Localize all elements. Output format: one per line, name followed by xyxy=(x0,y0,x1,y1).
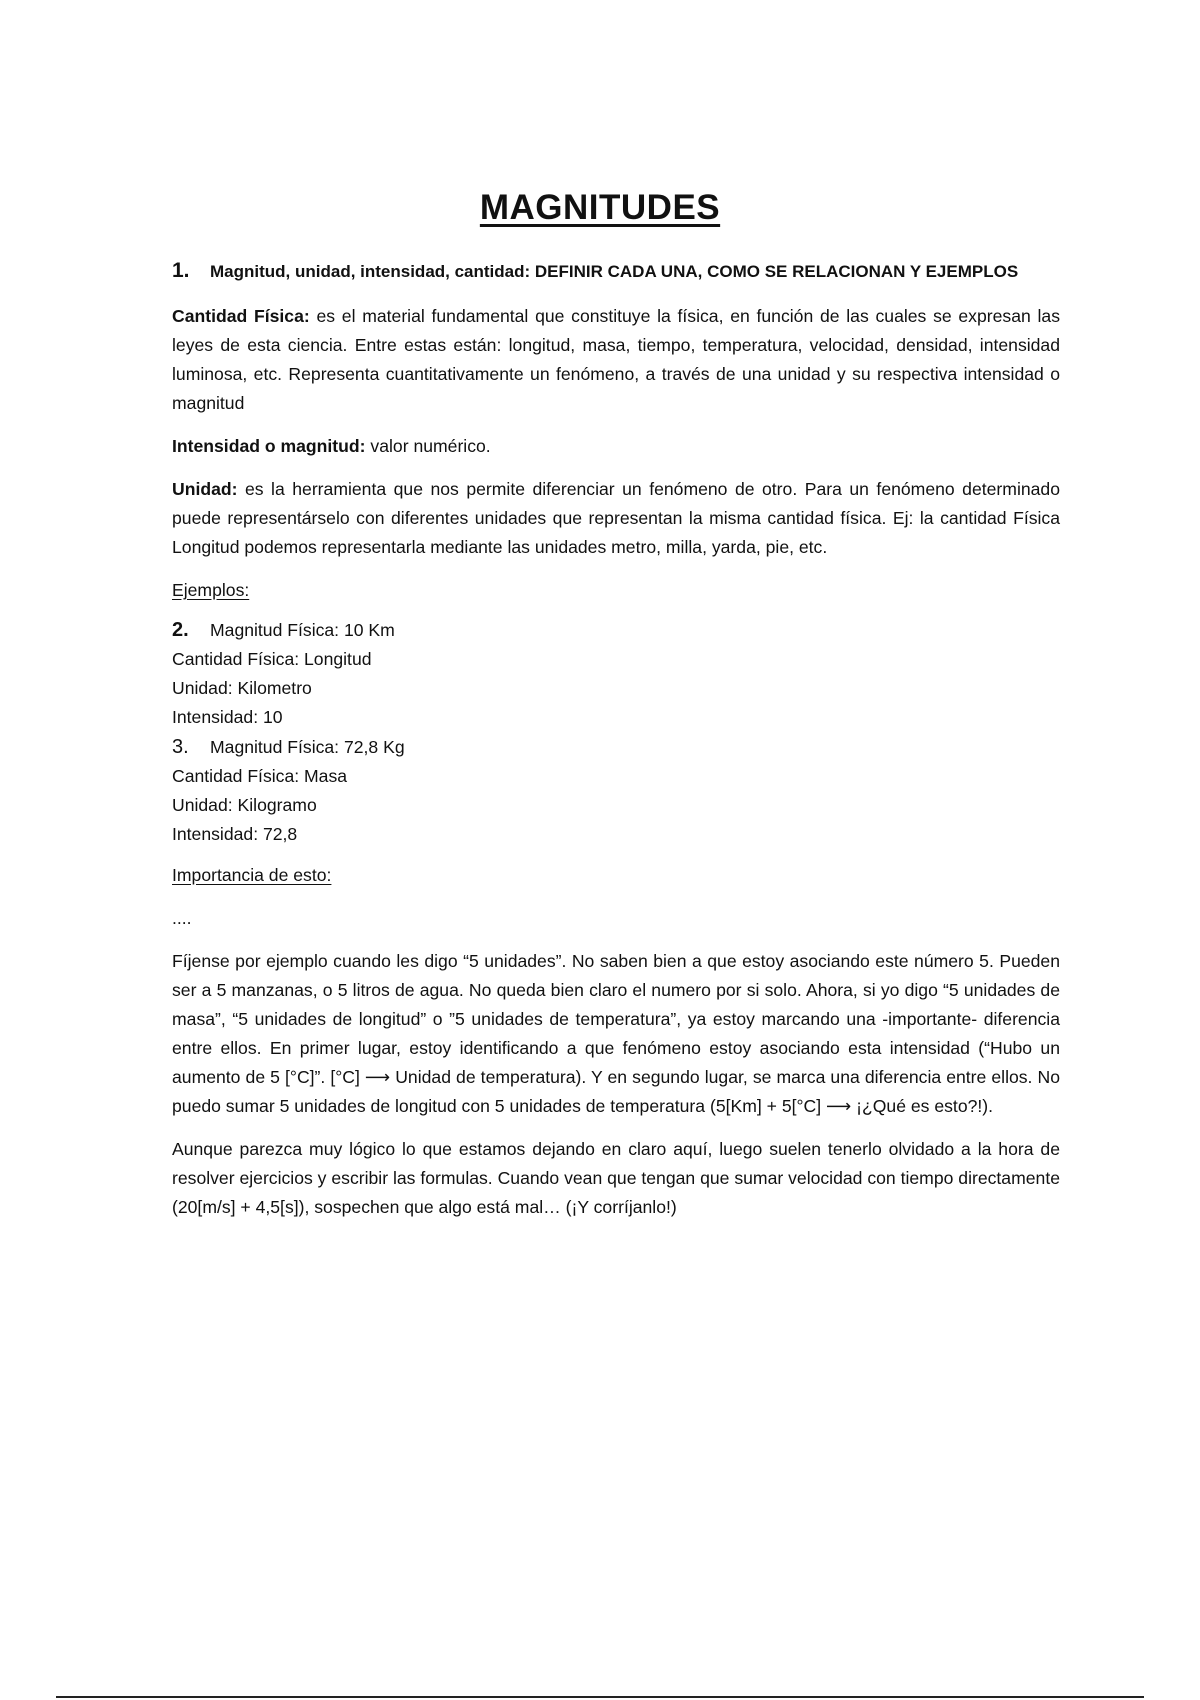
intensidad-text: valor numérico. xyxy=(365,436,491,456)
example-1-title-row xyxy=(138,615,1060,645)
example-1-title: Magnitud Física: 10 Km xyxy=(210,620,395,640)
example-2-line: Unidad: Kilogramo xyxy=(172,795,317,815)
example-2 xyxy=(172,732,1060,849)
cantidad-label: Cantidad Física: xyxy=(172,306,310,326)
ellipsis: .... xyxy=(172,908,192,928)
example-1 xyxy=(172,615,1060,732)
question-1-text: Magnitud, unidad, intensidad, cantidad: DEFINIR CADA UNA, COMO SE RELACIONAN Y EJEMPLOS xyxy=(210,262,1019,281)
example-1-line: Intensidad: 10 xyxy=(172,707,283,727)
intensidad-definition xyxy=(172,432,1060,461)
example-1-line: Cantidad Física: Longitud xyxy=(172,649,372,669)
example-2-line: Intensidad: 72,8 xyxy=(172,824,298,844)
example-2-number: 3. xyxy=(172,736,189,758)
importance-paragraph-2: Aunque parezca muy lógico lo que estamos dejando en claro aquí, luego suelen tenerlo olvidado a la hora de resolver ejercicios y escribir las formulas. Cuando vean que tengan que sumar velocidad con tiempo directamente (20[m/s] + 4,5[s]), sospechen que algo está mal… (¡Y corríjanlo!) xyxy=(172,1139,1060,1217)
unidad-label: Unidad: xyxy=(172,479,238,499)
example-1-number: 2. xyxy=(172,619,189,641)
cantidad-definition xyxy=(172,302,1060,418)
footer-divider xyxy=(56,1696,1144,1698)
page-title: MAGNITUDES xyxy=(479,188,721,227)
importance-paragraph-1: Fíjense por ejemplo cuando les digo “5 unidades”. No saben bien a que estoy asociando este número 5. Pueden ser a 5 manzanas, o 5 litros de agua. No queda bien claro el numero por si solo. Ahora, si yo digo “5 unidades de masa”, “5 unidades de longitud” o ”5 unidades de temperatura”, ya estoy marcando una -importante- diferencia entre ellos. En primer lugar, estoy identificando a que fenómeno estoy asociando esta intensidad (“Hubo un aumento de 5 [°C]”. [°C] ⟶ Unidad de temperatura). Y en segundo lugar, se marca una diferencia entre ellos. No puedo sumar 5 unidades de longitud con 5 unidades de temperatura (5[Km] + 5[°C] ⟶ ¡¿Qué es esto?!). xyxy=(172,951,1061,1116)
intensidad-label: Intensidad o magnitud: xyxy=(172,436,366,456)
example-2-line: Cantidad Física: Masa xyxy=(172,766,348,786)
unidad-text: es la herramienta que nos permite diferenciar un fenómeno de otro. Para un fenómeno determinado puede representárselo con diferentes unidades que representan la misma cantidad física. Ej: la cantidad Física Longitud podemos representarla mediante las unidades metro, milla, yarda, pie, etc. xyxy=(172,479,1060,557)
examples-heading: Ejemplos: xyxy=(172,580,250,600)
question-1 xyxy=(138,256,1060,288)
unidad-definition xyxy=(172,475,1060,562)
cantidad-text: es el material fundamental que constituye la física, en función de las cuales se expresan las leyes de esta ciencia. Entre estas están: longitud, masa, tiempo, temperatura, velocidad, densidad, intensidad luminosa, etc. Representa cuantitativamente un fenómeno, a través de una unidad y su respectiva intensidad o magnitud xyxy=(172,306,1060,413)
example-2-title-row xyxy=(138,732,1060,762)
example-2-title: Magnitud Física: 72,8 Kg xyxy=(210,737,405,757)
question-1-number: 1. xyxy=(172,259,190,282)
document-body xyxy=(172,256,1060,1230)
example-1-line: Unidad: Kilometro xyxy=(172,678,312,698)
importance-heading: Importancia de esto: xyxy=(172,865,332,885)
